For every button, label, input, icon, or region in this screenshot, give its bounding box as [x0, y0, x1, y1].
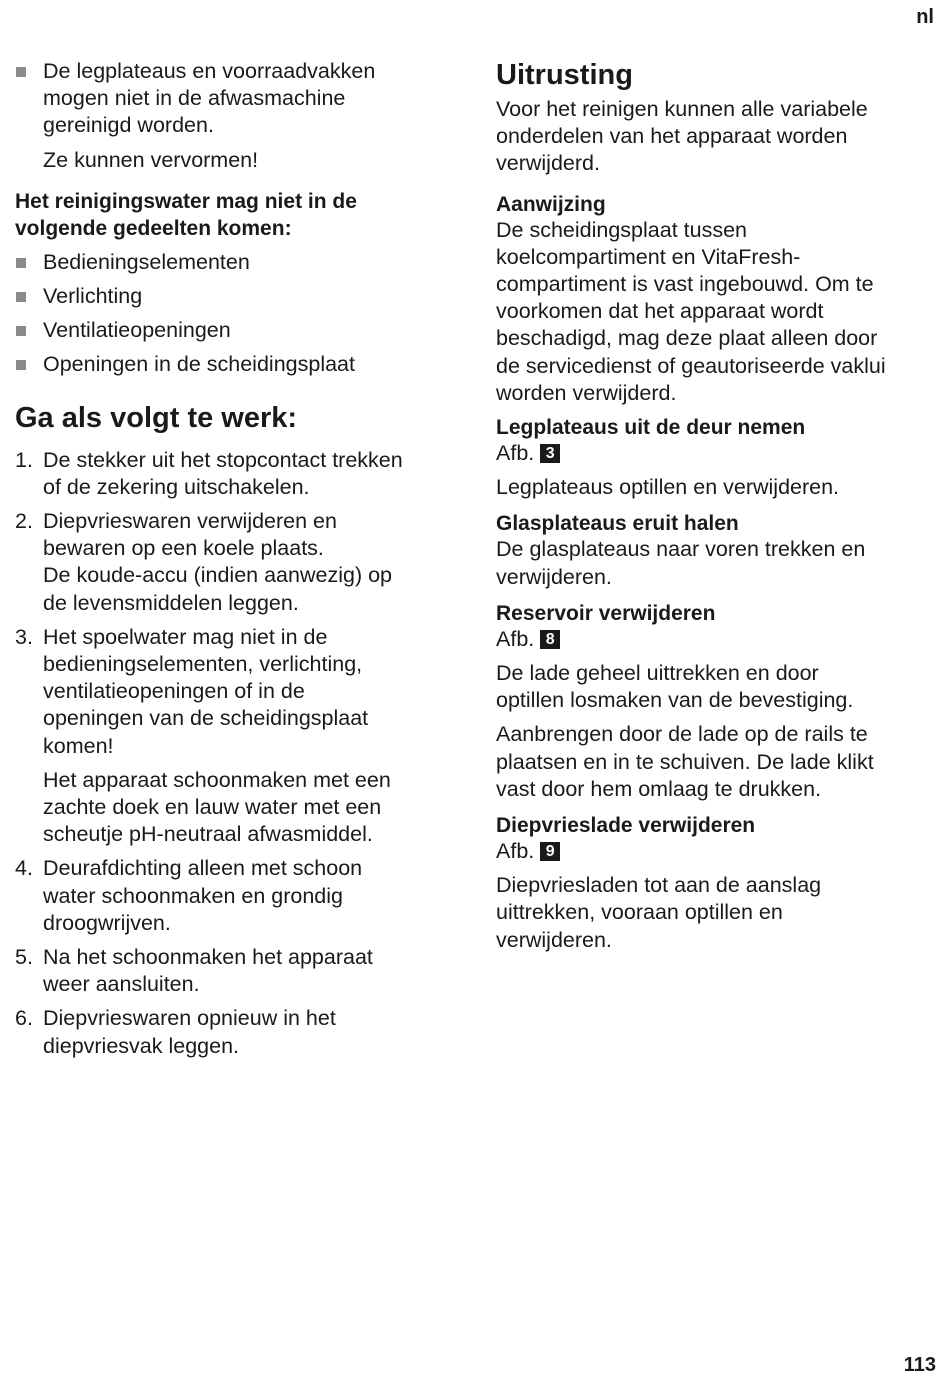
list-item: Bedieningselementen: [15, 249, 460, 276]
figure-reference: Afb. 8: [496, 626, 936, 653]
language-code: nl: [916, 6, 934, 28]
figure-reference: Afb. 3: [496, 440, 936, 467]
procedure-heading: Ga als volgt te werk:: [15, 401, 298, 434]
step-item: 6. Diepvrieswaren opnieuw in het diepvriesvak leggen.: [15, 1006, 336, 1058]
list-item: Verlichting: [15, 283, 460, 310]
water-exclusion-list: [15, 249, 460, 379]
list-item: Openingen in de scheidingsplaat: [15, 351, 460, 378]
door-shelves-text: Legplateaus optillen en verwijderen.: [496, 475, 840, 500]
step-item: 1. De stekker uit het stopcontact trekken of de zekering uitschakelen.: [15, 447, 403, 499]
note-heading: Aanwijzing: [496, 192, 606, 216]
freezer-drawer-heading: Diepvrieslade verwijderen: [496, 814, 756, 838]
square-bullet-icon: [16, 326, 26, 336]
square-bullet-icon: [16, 258, 26, 268]
warning-list: [15, 58, 460, 140]
note-paragraph: De scheidingsplaat tussen koelcompartiment en VitaFresh- compartiment is vast ingebouwd. Om te voorkomen dat het apparaat wordt beschadigd, mag deze plaat alleen door de servicedienst of geautoriseerde vaklui worden verwijderd.: [496, 217, 886, 405]
figure-number-badge: 8: [540, 630, 560, 649]
warning-note: Ze kunnen vervormen!: [43, 147, 259, 172]
procedure-steps: [15, 447, 460, 1060]
left-column: [15, 58, 460, 1067]
freezer-drawer-text: Diepvriesladen tot aan de aanslag uittrekken, vooraan optillen en verwijderen.: [496, 873, 822, 952]
page-number: 113: [903, 1354, 936, 1376]
section-heading: Uitrusting: [496, 59, 633, 91]
figure-number-badge: 9: [540, 842, 560, 861]
list-item: De legplateaus en voorraadvakken mogen niet in de afwasmachine gereinigd worden.: [15, 58, 460, 140]
step-item: 5. Na het schoonmaken het apparaat weer aansluiten.: [15, 945, 373, 997]
reservoir-text-2: Aanbrengen door de lade op de rails te plaatsen en in te schuiven. De lade klikt vast door hem omlaag te drukken.: [496, 722, 874, 801]
list-item: Ventilatieopeningen: [15, 317, 460, 344]
step-item: 3. Het spoelwater mag niet in de bedieningselementen, verlichting, ventilatieopeningen of in de openingen van de scheidingsplaat komen! Het apparaat schoonmaken met een zachte doek en lauw water met een scheutje pH-neutraal afwasmiddel.: [15, 624, 460, 849]
reservoir-text-1: De lade geheel uittrekken en door optillen losmaken van de bevestiging.: [496, 661, 854, 713]
step-item: 2. Diepvrieswaren verwijderen en bewaren op een koele plaats. De koude-accu (indien aanwezig) op de levensmiddelen leggen.: [15, 509, 392, 615]
figure-number-badge: 3: [540, 444, 560, 463]
square-bullet-icon: [16, 67, 26, 77]
glass-shelves-text: De glasplateaus naar voren trekken en verwijderen.: [496, 537, 866, 589]
glass-shelves-heading: Glasplateaus eruit halen: [496, 512, 739, 536]
water-heading: Het reinigingswater mag niet in de volgende gedeelten komen:: [15, 189, 357, 240]
step3-extra: Het apparaat schoonmaken met een zachte doek en lauw water met een scheutje pH-neutraal afwasmiddel.: [43, 767, 391, 847]
step-item: 4. Deurafdichting alleen met schoon water schoonmaken en grondig droogwrijven.: [15, 856, 363, 935]
door-shelves-heading: Legplateaus uit de deur nemen: [496, 416, 806, 440]
square-bullet-icon: [16, 360, 26, 370]
square-bullet-icon: [16, 292, 26, 302]
right-column: [496, 58, 936, 954]
reservoir-heading: Reservoir verwijderen: [496, 601, 716, 625]
figure-reference: Afb. 9: [496, 838, 936, 865]
intro-paragraph: Voor het reinigen kunnen alle variabele onderdelen van het apparaat worden verwijderd.: [496, 97, 868, 176]
